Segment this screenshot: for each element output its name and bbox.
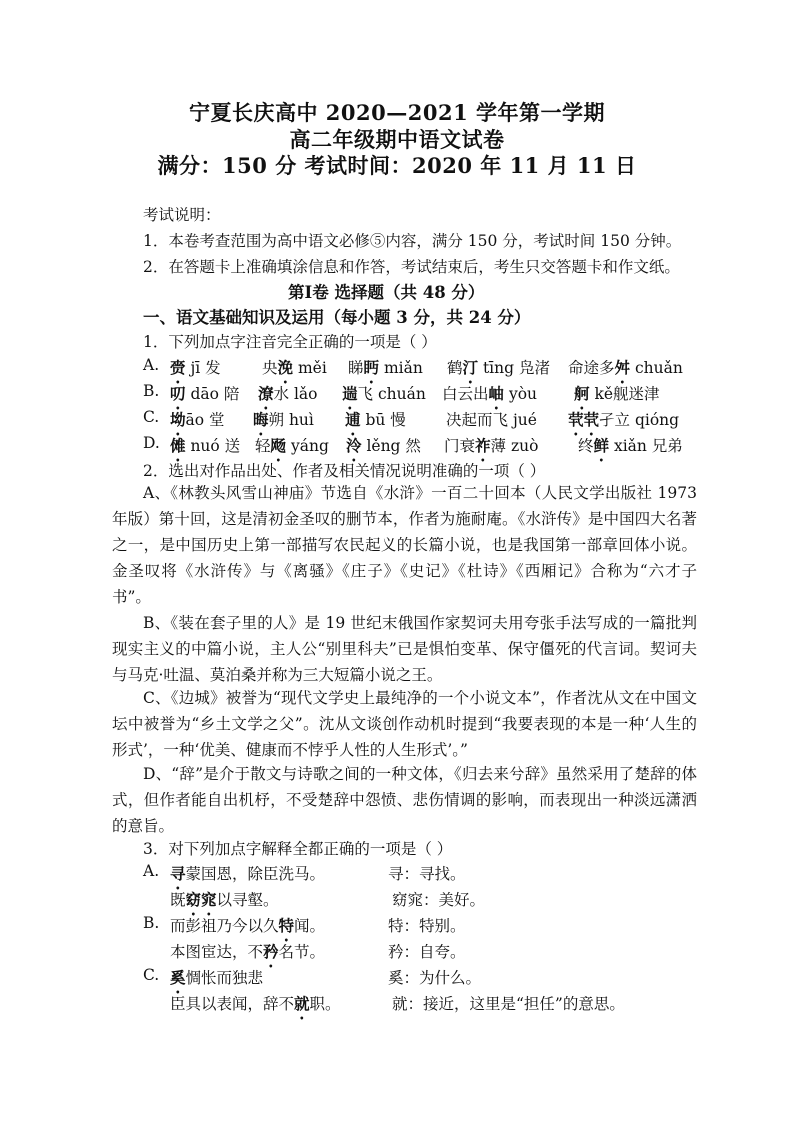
q1-option-cell: 坳āo 堂: [170, 410, 225, 429]
q1-option-cell: 傩 nuó 送: [170, 436, 241, 455]
q3-explanation: 窈窕：美好。: [392, 891, 486, 909]
q3-explanation: 特：特别。: [388, 917, 466, 935]
q3-explanation: 寻：寻找。: [388, 865, 466, 883]
q1-option-cell: 央浼 měi: [262, 358, 327, 377]
question-2-option-a: A、《林教头风雪山神庙》节选自《水浒》一百二十回本（人民文学出版社 1973 年版）第十回，这是清初金圣叹的删节本，作者为施耐庵。《水浒传》是中国四大名著之一，是中国历史上第一部描写农民起义的长篇小说，也是我国第一部章回体小说。金圣叹将《水浒传》与《离骚》《庄子》《史记》《杜诗》《西厢记》合称为“六才子书”。: [112, 484, 697, 606]
q1-option-cell: 赍 jī 发: [170, 358, 221, 377]
q1-option-cell: 舸 kě舰迷津: [574, 384, 660, 403]
q1-option-cell: 白云出岫 yòu: [442, 384, 538, 403]
q3-option-label: C.: [143, 966, 160, 984]
q3-explanation: 矜：自夸。: [388, 943, 466, 961]
q3-sentence: 本图宦达，不矜名节。: [170, 942, 326, 961]
instruction-item-1: 1．本卷考查范围为高中语文必修⑤内容，满分 150 分，考试时间 150 分钟。: [143, 232, 682, 250]
q3-sentence: 而彭祖乃今以久特闻。: [170, 916, 326, 935]
q1-option-label: D.: [143, 434, 160, 452]
q1-option-cell: 终鲜 xiǎn 兄弟: [578, 436, 683, 455]
q1-option-cell: 睇眄 miǎn: [348, 358, 423, 377]
q3-explanation: 奚：为什么。: [388, 969, 482, 987]
question-2-option-b: B、《装在套子里的人》是 19 世纪末俄国作家契诃夫用夸张手法写成的一篇批判现实主义的中篇小说，主人公“别里科夫”已是惧怕变革、保守僵死的代言词。契诃夫与马克·吐温、莫泊桑并称为三大短篇小说之王。: [112, 614, 697, 684]
q3-sentence: 既窈窕以寻壑。: [170, 890, 279, 909]
q1-option-cell: 潦水 lǎo: [258, 384, 318, 403]
q1-option-cell: 鹤汀 tīng 凫渚: [447, 358, 550, 377]
question-2-option-d: D、“辞”是介于散文与诗歌之间的一种文体，《归去来兮辞》虽然采用了楚辞的体式，但作者能自出机杼，不受楚辞中怨愤、悲伤情调的影响，而表现出一种淡远潇洒的意旨。: [112, 765, 697, 835]
q1-option-cell: 门衰祚薄 zuò: [444, 436, 539, 455]
section-title: 第Ⅰ卷 选择题（共 48 分）: [288, 283, 485, 302]
exam-title-info: 满分：150 分 考试时间：2020 年 11 月 11 日: [157, 153, 637, 178]
q1-option-cell: 茕茕孑立 qióng: [568, 410, 680, 429]
q1-option-cell: 叨 dāo 陪: [170, 384, 240, 403]
q1-option-cell: 泠 lěng 然: [346, 436, 421, 455]
q1-option-label: A.: [143, 356, 160, 374]
exam-title-school: 宁夏长庆高中 2020—2021 学年第一学期: [188, 100, 605, 125]
instruction-item-2: 2．在答题卡上准确填涂信息和作答，考试结束后，考生只交答题卡和作文纸。: [143, 258, 680, 276]
q1-option-label: C.: [143, 408, 160, 426]
question-1-stem: 1．下列加点字注音完全正确的一项是（ ）: [143, 333, 437, 351]
q1-option-cell: 逋 bū 慢: [345, 410, 406, 429]
q1-option-cell: 遄飞 chuán: [342, 384, 426, 403]
q3-option-label: B.: [143, 914, 160, 932]
q3-sentence: 臣具以表闻，辞不就职。: [170, 994, 341, 1013]
q1-option-cell: 决起而飞 jué: [446, 411, 537, 429]
q3-option-label: A.: [143, 862, 160, 880]
part-title: 一、语文基础知识及运用（每小题 3 分，共 24 分）: [143, 308, 531, 327]
q3-explanation: 就：接近，这里是“担任”的意思。: [392, 995, 625, 1013]
q1-option-label: B.: [143, 382, 160, 400]
question-2-option-c: C、《边城》被誉为“现代文学史上最纯净的一个小说文本”，作者沈从文在中国文坛中被誉为“乡土文学之父”。沈从文谈创作动机时提到“我要表现的本是一种‘人生的形式’，一种‘优美、健康而不悖乎人性的人生形式’。”: [112, 689, 697, 759]
exam-title-grade: 高二年级期中语文试卷: [289, 127, 505, 152]
question-3-stem: 3．对下列加点字解释全都正确的一项是（ ）: [143, 840, 453, 858]
q1-option-cell: 轻飏 yáng: [255, 436, 329, 455]
q3-sentence: 寻蒙国恩，除臣洗马。: [170, 864, 326, 883]
instructions-heading: 考试说明：: [143, 206, 221, 224]
question-2-stem: 2．选出对作品出处、作者及相关情况说明准确的一项（ ）: [143, 462, 546, 480]
q1-option-cell: 晦朔 huì: [253, 410, 314, 429]
q3-sentence: 奚惆怅而独悲: [170, 968, 264, 987]
q1-option-cell: 命途多舛 chuǎn: [568, 358, 683, 377]
